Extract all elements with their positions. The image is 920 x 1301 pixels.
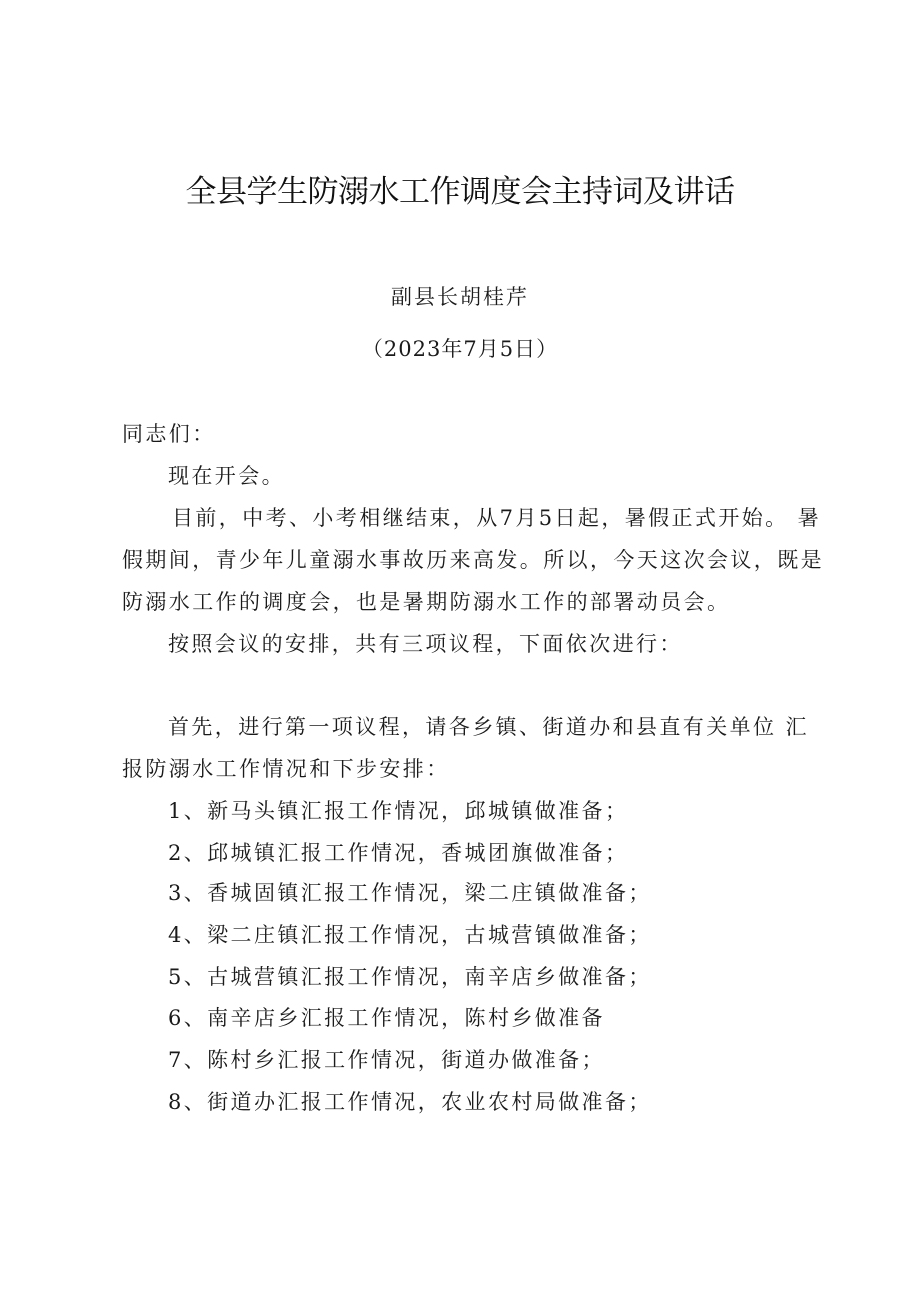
- paragraph-2: 按照会议的安排，共有三项议程，下面依次进行：: [168, 632, 683, 656]
- list-item: 5、古城营镇汇报工作情况，南辛店乡做准备；: [168, 965, 652, 989]
- salutation: 同志们：: [122, 422, 216, 446]
- paragraph-1-line-1: 目前，中考、小考相继结束，从7月5日起，暑假正式开始。 暑: [172, 506, 821, 530]
- list-item: 8、街道办汇报工作情况，农业农村局做准备；: [168, 1090, 652, 1114]
- list-item: 1、新马头镇汇报工作情况，邱城镇做准备；: [168, 799, 629, 823]
- paragraph-1-line-2: 假期间，青少年儿童溺水事故历来高发。所以，今天这次会议，既是: [122, 548, 824, 572]
- list-item: 3、香城固镇汇报工作情况，梁二庄镇做准备；: [168, 881, 652, 905]
- document-author: 副县长胡桂芹: [391, 285, 529, 309]
- list-item: 7、陈村乡汇报工作情况，街道办做准备；: [168, 1048, 605, 1072]
- paragraph-3-line-2: 报防溺水工作情况和下步安排：: [122, 757, 450, 781]
- paragraph-3-line-1: 首先，进行第一项议程，请各乡镇、街道办和县直有关单位 汇: [168, 715, 809, 739]
- document-title: 全县学生防溺水工作调度会主持词及讲话: [185, 174, 735, 210]
- list-item: 2、邱城镇汇报工作情况，香城团旗做准备；: [168, 841, 629, 865]
- paragraph-1-line-3: 防溺水工作的调度会，也是暑期防溺水工作的部署动员会。: [122, 590, 731, 614]
- list-item: 4、梁二庄镇汇报工作情况，古城营镇做准备；: [168, 923, 652, 947]
- document-date: （2023年7月5日）: [361, 337, 559, 361]
- paragraph-open: 现在开会。: [168, 464, 285, 488]
- list-item: 6、南辛店乡汇报工作情况，陈村乡做准备: [168, 1006, 605, 1030]
